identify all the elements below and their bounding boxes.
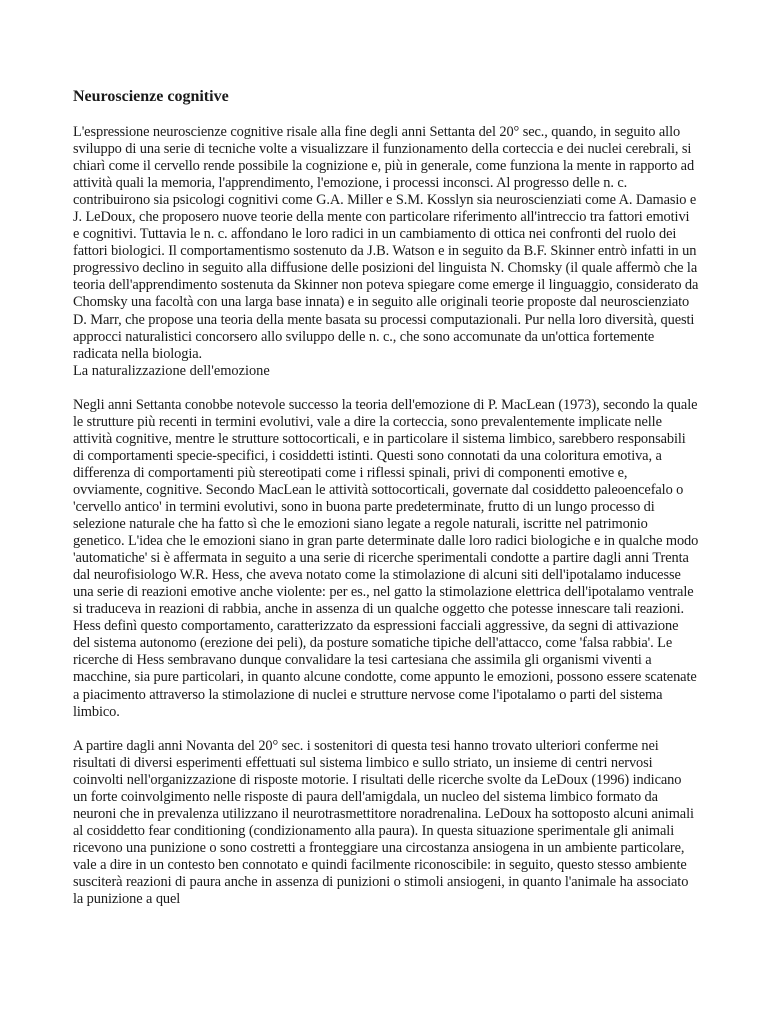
document-page [73, 86, 699, 908]
paragraph-ledoux: A partire dagli anni Novanta del 20° sec. i sostenitori di questa tesi hanno trovato ulteriori conferme nei risultati di diversi esperimenti effettuati sul sistema limbico e sullo striato, un insieme di centri nervosi coinvolti nell'organizzazione di risposte motorie. I risultati delle ricerche svolte da LeDoux (1996) indicano un forte coinvolgimento nelle risposte di paura dell'amigdala, un nucleo del sistema limbico formato da neuroni che in prevalenza utilizzano il neurotrasmettitore noradrenalina. LeDoux ha sottoposto alcuni animali al cosiddetto fear conditioning (condizionamento alla paura). In questa situazione sperimentale gli animali ricevono una punizione o sono costretti a fronteggiare una circostanza ansiogena in un ambiente particolare, vale a dire in un contesto ben connotato e quindi facilmente riconoscibile: in seguito, questo stesso ambiente susciterà reazioni di paura anche in assenza di punizioni o stimoli ansiogeni, in quanto l'animale ha associato la punizione a quel [73, 737, 694, 908]
paragraph-maclean: Negli anni Settanta conobbe notevole successo la teoria dell'emozione di P. MacLean (1973), secondo la quale le strutture più recenti in termini evolutivi, vale a dire la corteccia, sono prevalentemente implicate nelle attività cognitive, mentre le strutture sottocorticali, e in particolare il sistema limbico, sarebbero responsabili di comportamenti specie-specifici, i cosiddetti istinti. Questi sono connotati da una coloritura emotiva, a differenza di comportamenti più stereotipati come i riflessi spinali, privi di componenti emotive e, ovviamente, cognitive. Secondo MacLean le attività sottocorticali, governate dal cosiddetto paleoencefalo o 'cervello antico' in termini evolutivi, sono in buona parte predeterminate, frutto di un lungo processo di selezione naturale che ha fatto sì che le emozioni siano legate a regole naturali, iscritte nel patrimonio genetico. L'idea che le emozioni siano in gran parte determinate dalle loro radici biologiche e in qualche modo 'automatiche' si è affermata in seguito a una serie di ricerche sperimentali condotte a partire dagli anni Trenta dal neurofisiologo W.R. Hess, che aveva notato come la stimolazione di alcuni siti dell'ipotalamo inducesse una serie di reazioni emotive anche violente: per es., nel gatto la stimolazione elettrica dell'ipotalamo ventrale si traduceva in reazioni di rabbia, anche in assenza di un qualche oggetto che potesse innescare tali reazioni. Hess definì questo comportamento, caratterizzato da espressioni facciali aggressive, da segni di attivazione del sistema autonomo (erezione dei peli), da posture somatiche tipiche dell'attacco, come 'falsa rabbia'. Le ricerche di Hess sembravano dunque convalidare la tesi cartesiana che assimila gli organismi viventi a macchine, sia pure particolari, in quanto alcune condotte, come appunto le emozioni, possono essere scatenate a piacimento attraverso la stimolazione di nuclei e strutture nervose come l'ipotalamo o parti del sistema limbico. [73, 396, 699, 720]
paragraph-spacer [73, 380, 699, 397]
document-title: Neuroscienze cognitive [73, 88, 229, 105]
paragraph-intro: L'espressione neuroscienze cognitive risale alla fine degli anni Settanta del 20° sec., quando, in seguito allo sviluppo di una serie di tecniche volte a visualizzare il funzionamento della corteccia e dei nuclei cerebrali, si chiarì come il cervello rende possibile la cognizione e, più in generale, come funziona la mente in rapporto ad attività quali la memoria, l'apprendimento, l'emozione, i processi inconsci. Al progresso delle n. c. contribuirono sia psicologi cognitivi come G.A. Miller e S.M. Kosslyn sia neuroscienziati come A. Damasio e J. LeDoux, che proposero nuove teorie della mente con particolare riferimento all'intreccio tra fattori emotivi e cognitivi. Tuttavia le n. c. affondano le loro radici in un cambiamento di ottica nei confronti del ruolo dei fattori biologici. Il comportamentismo sostenuto da J.B. Watson e in seguito da B.F. Skinner entrò infatti in un progressivo declino in seguito alla diffusione delle posizioni del linguista N. Chomsky (il quale affermò che la teoria dell'apprendimento sostenuta da Skinner non poteva spiegare come emerge il linguaggio, considerato da Chomsky una facoltà con una larga base innata) e in seguito alle originali teorie proposte dal neuroscienziato D. Marr, che propose una teoria della mente basata su processi computazionali. Pur nella loro diversità, questi approcci naturalistici concorsero allo sviluppo delle n. c., che sono accomunate da un'ottica fortemente radicata nella biologia. [73, 124, 699, 362]
paragraph-spacer [73, 721, 699, 738]
section-heading: La naturalizzazione dell'emozione [73, 362, 270, 379]
